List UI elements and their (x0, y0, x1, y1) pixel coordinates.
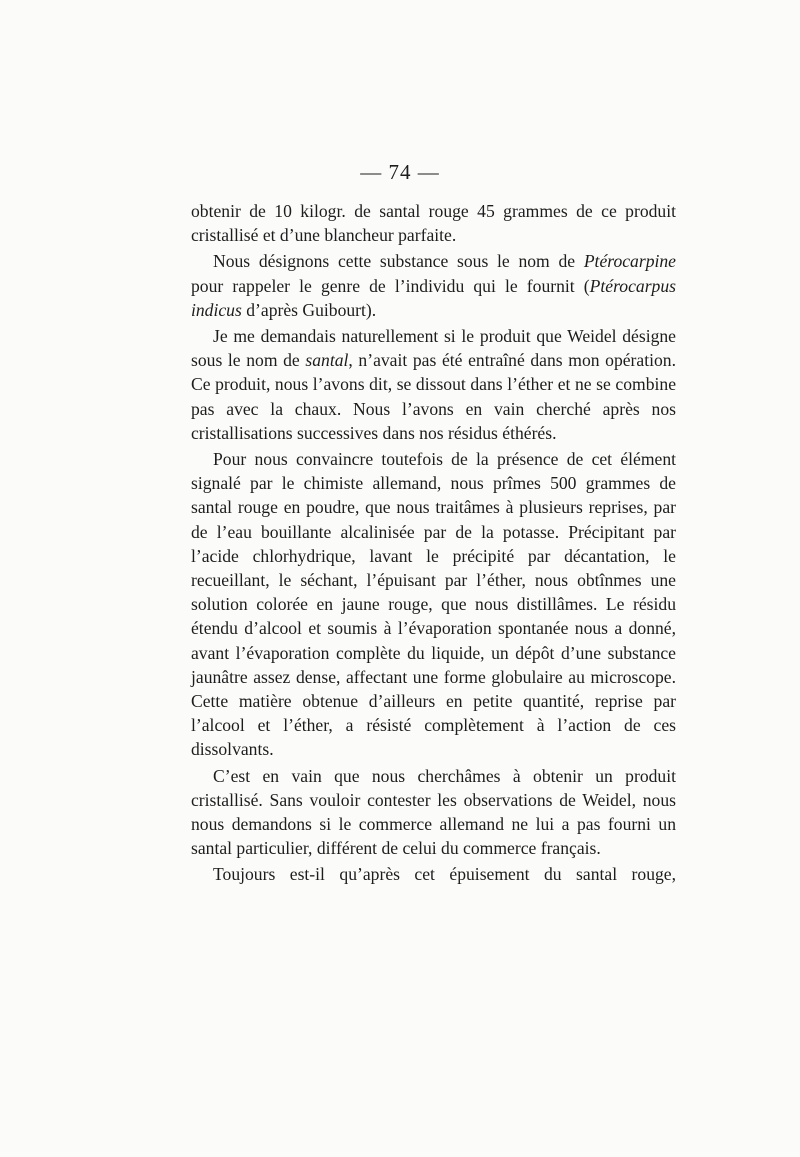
paragraph (191, 249, 676, 322)
italic-term: Ptérocarpine (583, 251, 676, 272)
body-text (191, 199, 676, 889)
text-run: Je me demandais naturellement si le produit que Weidel désigne sous le nom de (191, 326, 676, 371)
paragraph (191, 199, 676, 247)
text-run: Toujours est-il qu’après cet épuisement du santal rouge, (213, 864, 676, 885)
text-run: obtenir de 10 kilogr. de santal rouge 45 grammes de ce produit cristallisé et d’une blancheur parfaite. (191, 201, 676, 246)
italic-term: Ptérocarpus indicus (191, 275, 676, 320)
text-run: C’est en vain que nous cherchâmes à obtenir un produit cristallisé. Sans vouloir contester les observations de Weidel, nous nous demandons si le commerce allemand ne lui a pas fourni un santal particulier, différent de celui du commerce français. (191, 765, 676, 859)
paragraph (191, 324, 676, 445)
text-run: d’après Guibourt). (241, 299, 377, 320)
text-run: Nous désignons cette substance sous le nom de (213, 251, 584, 272)
paragraph (191, 862, 676, 886)
paragraph (191, 447, 676, 762)
paragraph (191, 764, 676, 861)
text-run: pour rappeler le genre de l’individu qui le fournit ( (191, 275, 590, 296)
text-run: , n’avait pas été entraîné dans mon opération. Ce produit, nous l’avons dit, se dissout dans l’éther et ne se combine pas avec la chaux. Nous l’avons en vain cherché après nos cristallisations successives dans nos résidus éthérés. (191, 350, 676, 443)
page-number: — 74 — (360, 160, 440, 184)
text-run: Pour nous convaincre toutefois de la présence de cet élément signalé par le chimiste allemand, nous prîmes 500 grammes de santal rouge en poudre, que nous traitâmes à plusieurs reprises, par de l’eau bouillante alcalinisée par de la potasse. Précipitant par l’acide chlorhydrique, lavant le précipité par décantation, le recueillant, le séchant, l’épuisant par l’éther, nous obtînmes une solution colorée en jaune rouge, que nous distillâmes. Le résidu étendu d’alcool et soumis à l’évaporation spontanée nous a donné, avant l’évaporation complète du liquide, un dépôt d’une substance jaunâtre assez dense, affectant une forme globulaire au microscope. Cette matière obtenue d’ailleurs en petite quantité, reprise par l’alcool et l’éther, a résisté complètement à l’action de ces dissolvants. (191, 449, 676, 760)
italic-term: santal (305, 350, 349, 371)
